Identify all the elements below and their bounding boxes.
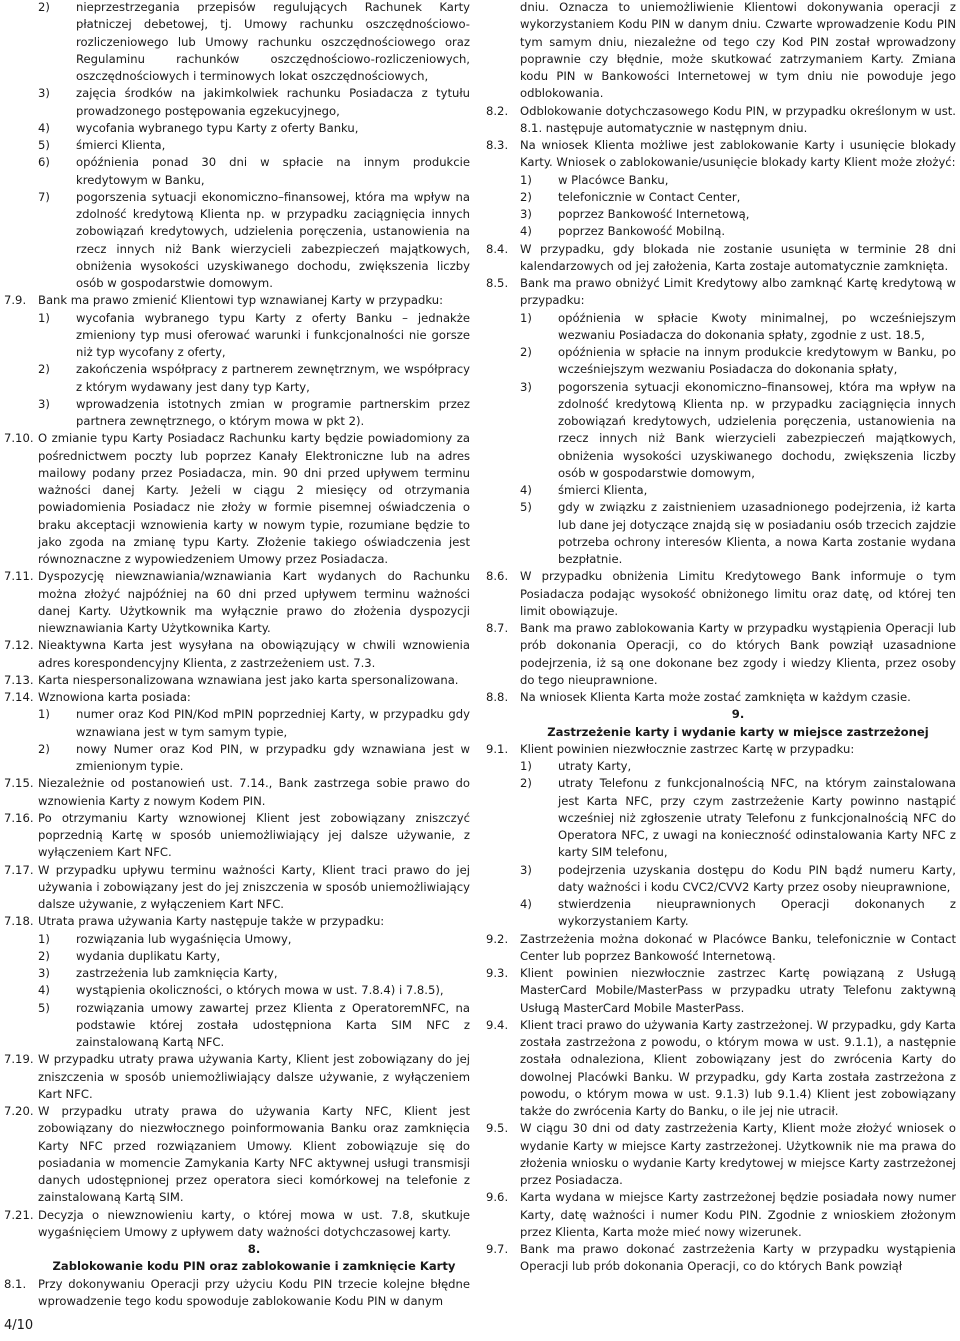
list-item (4, 706, 470, 741)
sub-item (38, 706, 470, 741)
list-item-text: opóźnienia w spłacie na innym produkcie kredytowym w Banku, po wcześniejszym wezwaniu Posiadacza do dokonania spłaty, (558, 345, 956, 377)
section-number: 7.13. (4, 672, 34, 687)
list-item-text: poprzez Bankowość Internetową, (558, 207, 750, 221)
paragraph-text: Klient powinien niezwłocznie zastrzec Kartę powiązaną z Usługą MasterCard Mobile/MasterPass w przypadku utraty Telefonu zaktywną Usługą MasterCard Mobile MasterPass. (520, 966, 956, 1015)
section-paragraph (486, 568, 956, 620)
indent-spacer (486, 758, 520, 775)
indent-spacer (4, 120, 38, 137)
section-paragraph (4, 672, 470, 689)
list-item-number: 4) (38, 983, 50, 998)
indent-spacer (4, 706, 38, 741)
list-item-number: 6) (38, 155, 50, 170)
sub-item (520, 310, 956, 345)
list-item (4, 396, 470, 431)
list-item-number: 3) (38, 86, 50, 101)
indent-spacer (4, 931, 38, 948)
indent-spacer (486, 482, 520, 499)
list-item (486, 775, 956, 861)
list-item-text: poprzez Bankowość Mobilną. (558, 224, 726, 239)
list-item-text: telefonicznie w Contact Center, (558, 189, 741, 204)
indent-spacer (4, 741, 38, 776)
list-item (4, 361, 470, 396)
sub-item (38, 361, 470, 396)
sub-item (38, 154, 470, 189)
sub-item (38, 0, 470, 85)
list-item-text: podejrzenia uzyskania dostępu do Kodu PIN bądź numeru Karty, daty ważności i kodu CVC2/CVV2 Karty przez osoby nieuprawnione, (558, 862, 956, 894)
sub-item (520, 172, 956, 189)
sub-item (38, 931, 470, 948)
list-item-number: 1) (38, 310, 50, 325)
list-item (486, 189, 956, 206)
indent-spacer (486, 344, 520, 379)
section-number: 9.6. (486, 1190, 509, 1205)
section-number: 7.9. (4, 293, 27, 308)
section-number: 7.15. (4, 776, 34, 791)
sub-item (520, 499, 956, 568)
list-item-number: 3) (38, 396, 50, 411)
list-item-text: w Placówce Banku, (558, 172, 669, 187)
list-item-text: zajęcia środków na jakimkolwiek rachunku Posiadacza z tytułu prowadzonego postępowania egzekucyjnego, (76, 86, 470, 118)
list-item-text: opóźnienia w spłacie Kwoty minimalnej, po wcześniejszym wezwaniu Posiadacza do dokonania spłaty, zgodnie z ust. 18.5, (558, 310, 956, 342)
paragraph-text: Karta niespersonalizowana wznawiana jest jako karta spersonalizowana. (38, 672, 459, 687)
list-item-number: 1) (38, 931, 50, 946)
indent-spacer (4, 154, 38, 189)
section-number: 7.20. (4, 1104, 34, 1118)
section-heading: 9. (731, 707, 745, 722)
list-item (4, 931, 470, 948)
sub-item (520, 758, 956, 775)
indent-spacer (4, 0, 38, 85)
indent-spacer (4, 982, 38, 999)
list-item (4, 965, 470, 982)
indent-spacer (486, 379, 520, 483)
section-number: 7.19. (4, 1052, 34, 1067)
indent-spacer (486, 862, 520, 897)
list-item (4, 120, 470, 137)
paragraph-text: Dyspozycję niewznawiania/wznawiania Kart wydanych do Rachunku można złożyć najpóźniej na 60 dni przed upływem terminu ważności danej Karty. Użytkownik ma wyłącznie prawo do złożenia dyspozycji niewznawiania Karty Użytkownika Karty. (38, 569, 470, 635)
list-item (4, 0, 470, 85)
indent-spacer (486, 896, 520, 931)
list-item-number: 5) (520, 500, 532, 515)
sub-item (520, 223, 956, 240)
list-item-text: gdy w związku z zaistnieniem uzasadnionego podejrzenia, iż karta lub dane jej dotyczące znajdą się w posiadaniu osób trzecich zajdzie potrzeba ochrony interesów Klienta, a nowa Karta zostanie wydana bezpłatnie. (558, 500, 956, 566)
list-item (486, 379, 956, 483)
paragraph-text: W przypadku utraty prawa do używania Karty NFC, Klient jest zobowiązany do niezwłocznego poinformowania Banku oraz zamknięcia Karty NFC przed rozwiązaniem Umowy. Klient zobowiązuje się do posiadania w momencie Zamykania Karty NFC aktywnej usługi transmisji danych udostępnionej przez operatora sieci komórkowej na telefonie z zainstalowaną Kartą SIM. (38, 1104, 470, 1205)
right-column (486, 0, 956, 1276)
list-item (486, 896, 956, 931)
section-paragraph (486, 931, 956, 966)
list-item-number: 2) (38, 741, 50, 756)
sub-item (38, 965, 470, 982)
sub-item (520, 379, 956, 483)
list-item-number: 3) (520, 207, 532, 221)
section-number: 8.2. (486, 103, 509, 118)
list-item-number: 2) (520, 776, 532, 791)
list-item-number: 3) (520, 862, 532, 877)
section-paragraph (486, 965, 956, 1017)
list-item-number: 2) (38, 0, 50, 14)
section-number: 7.12. (4, 638, 34, 653)
list-item-text: opóźnienia ponad 30 dni w spłacie na innym produkcie kredytowym w Banku, (76, 155, 470, 187)
section-heading: 8. (247, 1242, 261, 1256)
paragraph-text: Bank ma prawo obniżyć Limit Kredytowy albo zamknąć Kartę kredytową w przypadku: (520, 276, 956, 308)
sub-item (520, 344, 956, 379)
list-item-number: 7) (38, 189, 50, 204)
list-item (486, 223, 956, 240)
list-item (4, 948, 470, 965)
paragraph-text: Na wniosek Klienta Karta może zostać zamknięta w każdym czasie. (520, 690, 911, 704)
list-item (486, 499, 956, 568)
paragraph-text: Przy dokonywaniu Operacji przy użyciu Kodu PIN trzecie kolejne błędne wprowadzenie tego kodu spowoduje zablokowanie Kodu PIN w danym (38, 1276, 470, 1308)
paragraph-text: Po otrzymaniu Karty wznowionej Klient jest zobowiązany zniszczyć poprzednią Kartę w sposób uniemożliwiający jej dalsze używanie, z wyłączeniem Kart NFC. (38, 810, 470, 860)
section-paragraph (4, 1207, 470, 1242)
section-number: 9.1. (486, 741, 509, 756)
list-item-text: numer oraz Kod PIN/Kod mPIN poprzedniej Karty, w przypadku gdy wznawiana jest w tym samym typie, (76, 707, 470, 739)
list-item-text: śmierci Klienta, (76, 138, 166, 152)
section-paragraph (4, 637, 470, 672)
sub-item (520, 189, 956, 206)
list-item (4, 310, 470, 362)
section-paragraph (4, 689, 470, 706)
section-paragraph (486, 1189, 956, 1241)
sub-item (38, 741, 470, 776)
section-paragraph (4, 1103, 470, 1207)
section-number: 7.10. (4, 431, 34, 446)
paragraph-text: Klient powinien niezwłocznie zastrzec Kartę w przypadku: (520, 741, 855, 756)
section-number: 9.2. (486, 931, 509, 946)
list-item (4, 982, 470, 999)
continued-paragraph (486, 0, 956, 103)
paragraph-text: W przypadku upływu terminu ważności Karty, Klient traci prawo do jej używania i zobowiązany jest do jej zniszczenia w sposób uniemożliwiający dalsze używanie, z wyłączeniem Kart NFC. (38, 862, 470, 911)
indent-spacer (4, 189, 38, 293)
list-item-text: rozwiązania lub wygaśnięcia Umowy, (76, 931, 292, 946)
paragraph-text: Decyzja o niewznowieniu karty, o której mowa w ust. 7.8, skutkuje wygaśnięciem Umowy z upływem daty ważności dotychczasowej karty. (38, 1207, 470, 1239)
list-item-number: 3) (520, 379, 532, 394)
indent-spacer (4, 361, 38, 396)
paragraph-text: Bank ma prawo dokonać zastrzeżenia Karty w przypadku wystąpienia Operacji lub prób dokonania Operacji, co do których Bank powziął (520, 1242, 956, 1274)
section-heading: Zablokowanie kodu PIN oraz zablokowanie i zamknięcie Karty (52, 1259, 456, 1274)
list-item-number: 1) (520, 310, 532, 325)
list-item-text: utraty Karty, (558, 759, 632, 773)
list-item (4, 154, 470, 189)
indent-spacer (4, 965, 38, 982)
list-item-text: wystąpienia okoliczności, o których mowa w ust. 7.8.4) i 7.8.5), (76, 983, 444, 998)
indent-spacer (486, 0, 520, 103)
section-number: 7.18. (4, 914, 34, 929)
sub-item (38, 310, 470, 362)
section-paragraph (4, 862, 470, 914)
paragraph-text: Na wniosek Klienta możliwe jest zablokowanie Karty i usunięcie blokady Karty. Wniosek o zablokowanie/usunięcie blokady karty Klient może złożyć: (520, 138, 956, 170)
sub-item (38, 85, 470, 120)
section-number: 8.6. (486, 569, 509, 584)
section-number: 9.5. (486, 1121, 509, 1136)
section-number: 8.3. (486, 138, 509, 152)
section-paragraph (4, 1276, 470, 1311)
section-paragraph (4, 430, 470, 568)
paragraph-text: Karta wydana w miejsce Karty zastrzeżonej będzie posiadała nowy numer Karty, datę ważności i numer Kodu PIN. Zgodnie z wnioskiem złożonym przez Klienta, Karta może mieć nowy wizerunek. (520, 1190, 956, 1239)
section-paragraph (486, 241, 956, 276)
paragraph-text: Niezależnie od postanowień ust. 7.14., Bank zastrzega sobie prawo do wznowienia Karty z nowym Kodem PIN. (38, 776, 470, 808)
sub-item (38, 396, 470, 431)
section-paragraph (4, 775, 470, 810)
list-item-number: 1) (520, 172, 532, 187)
sub-item (38, 137, 470, 154)
list-item-text: wprowadzenia istotnych zmian w programie partnerskim przez partnera zewnętrznego, o którym mowa w pkt 2). (76, 396, 470, 428)
page-number: 4/10 (4, 1318, 34, 1333)
section-number: 8.8. (486, 690, 509, 704)
section-heading: Zastrzeżenie karty i wydanie karty w miejsce zastrzeżonej (547, 724, 929, 739)
indent-spacer (486, 172, 520, 189)
list-item (486, 758, 956, 775)
section-number: 8.1. (4, 1276, 27, 1291)
section-number: 7.16. (4, 810, 34, 825)
list-item-text: stwierdzenia nieuprawnionych Operacji dokonanych z wykorzystaniem Karty. (558, 897, 956, 929)
list-item-text: pogorszenia sytuacji ekonomiczno–finansowej, która ma wpływ na zdolność kredytową Klienta np. w przypadku zaciągnięcia innych zobowiązań kredytowych, udzielenia poręczenia, ustanowienia na rzecz innych niż Bank wierzycieli zabezpieczeń majątkowych, obniżenia wysokości uzyskiwanego dochodu, zwiększenia liczby osób w gospodarstwie domowym, (558, 379, 956, 480)
list-item-number: 1) (520, 759, 532, 773)
sub-item (520, 896, 956, 931)
list-item-text: wydania duplikatu Karty, (76, 948, 221, 963)
indent-spacer (4, 137, 38, 154)
paragraph-text: W przypadku obniżenia Limitu Kredytowego Bank informuje o tym Posiadacza podając wysokość obniżonego limitu oraz datę, od której ten limit obowiązuje. (520, 569, 956, 618)
section-paragraph (486, 1241, 956, 1276)
list-item-number: 2) (38, 362, 50, 377)
section-paragraph (486, 741, 956, 758)
list-item-number: 5) (38, 1000, 50, 1015)
list-item (486, 206, 956, 223)
paragraph-text: Zastrzeżenia można dokonać w Placówce Banku, telefonicznie w Contact Center lub poprzez Bankowość Internetową. (520, 931, 956, 963)
list-item (4, 741, 470, 776)
list-item-number: 4) (38, 120, 50, 135)
list-item (486, 862, 956, 897)
list-item (486, 310, 956, 345)
list-item-number: 5) (38, 138, 50, 152)
section-paragraph (4, 810, 470, 862)
sub-item (38, 948, 470, 965)
list-item-text: wycofania wybranego typu Karty z oferty Banku – jednakże zmieniony typ musi oferować warunki i funkcjonalności nie gorsze niż typ wycofany z oferty, (76, 310, 470, 359)
section-paragraph (4, 568, 470, 637)
paragraph-text: W ciągu 30 dni od daty zastrzeżenia Karty, Klient może złożyć wniosek o wydanie Karty w miejsce Karty zastrzeżonej. Użytkownik nie ma prawa do złożenia wniosku o wydanie Karty kredytowej w miejsce Karty zastrzeżonej przez Posiadacza. (520, 1121, 956, 1187)
list-item-text: pogorszenia sytuacji ekonomiczno–finansowej, która ma wpływ na zdolność kredytową Klienta np. w przypadku zaciągnięcia innych zobowiązań kredytowych, udzielenia poręczenia, ustanowienia na rzecz innych niż Bank wierzycieli zabezpieczeń majątkowych, obniżenia wysokości uzyskiwanego dochodu, zwiększenia liczby osób w gospodarstwie domowym. (76, 189, 470, 290)
list-item-text: utraty Telefonu z funkcjonalnością NFC, na którym zainstalowana jest Karta NFC, przy czym zastrzeżenie Karty powinno nastąpić wcześniej niż zgłoszenie utraty Telefonu z funkcjonalnością NFC do Operatora NFC, z uwagi na konieczność odinstalowania Karty NFC z karty SIM telefonu, (558, 776, 956, 860)
indent-spacer (4, 948, 38, 965)
indent-spacer (486, 499, 520, 568)
indent-spacer (486, 189, 520, 206)
list-item-text: nowy Numer oraz Kod PIN, w przypadku gdy wznawiana jest w zmienionym typie. (76, 741, 470, 773)
section-number: 7.21. (4, 1207, 34, 1222)
section-number: 9.7. (486, 1242, 509, 1256)
sub-item (38, 1000, 470, 1052)
paragraph-text: dniu. Oznacza to uniemożliwienie Klientowi dokonywania operacji z wykorzystaniem Kodu PIN w danym dniu. Czwarte wprowadzenie Kodu PIN tym samym dniu, niezależne od tego czy Kod PIN został wprowadzony poprawnie czy błędnie, może skutkować zatrzymaniem Karty. Zmiana kodu PIN w Bankowości Internetowej w tym dniu nie powoduje jego odblokowania. (520, 0, 956, 101)
paragraph-text: Bank ma prawo zablokowania Karty w przypadku wystąpienia Operacji lub prób dokonania Operacji, co do których Bank powziął uzasadnione podejrzenia, iż są one dokonane bez zgody i wiedzy Klienta, przez osoby do tego nieuprawnione. (520, 621, 956, 687)
paragraph-text: O zmianie typu Karty Posiadacz Rachunku karty będzie powiadomiony za pośrednictwem poczty lub poprzez Kanały Elektroniczne lub na adres mailowy podany przez Posiadacza, min. 90 dni przed upływem terminu ważności danej Karty. Jeżeli w ciągu 2 miesięcy od otrzymania powiadomienia Posiadacz nie złoży w formie pisemnej oświadczenia o braku akceptacji wznowienia karty w nowym typie, rozumiane będzie to jako zgoda na zmianę typu Karty. Złożenie takiego oświadczenia jest równoznaczne z wypowiedzeniem Umowy przez Posiadacza. (38, 431, 470, 566)
paragraph-text: Utrata prawa używania Karty następuje także w przypadku: (38, 914, 385, 929)
section-paragraph (4, 1051, 470, 1103)
list-item-number: 2) (38, 948, 50, 963)
paragraph-text: W przypadku utraty prawa używania Karty, Klient jest zobowiązany do jej zniszczenia w sposób uniemożliwiający dalsze używanie, z wyłączeniem Kart NFC. (38, 1052, 470, 1101)
indent-spacer (486, 206, 520, 223)
section-paragraph (486, 103, 956, 138)
indent-spacer (4, 1000, 38, 1052)
sub-item (520, 206, 956, 223)
section-number: 8.5. (486, 276, 509, 290)
indent-spacer (4, 310, 38, 362)
list-item (486, 482, 956, 499)
paragraph-text: Bank ma prawo zmienić Klientowi typ wznawianej Karty w przypadku: (38, 293, 443, 308)
indent-spacer (486, 310, 520, 345)
sub-item (520, 482, 956, 499)
section-paragraph (4, 913, 470, 930)
list-item-text: wycofania wybranego typu Karty z oferty Banku, (76, 120, 359, 135)
list-item-number: 3) (38, 966, 50, 980)
section-number: 9.4. (486, 1017, 509, 1032)
list-item-number: 2) (520, 189, 532, 204)
section-paragraph (486, 689, 956, 706)
list-item-number: 4) (520, 224, 532, 239)
section-paragraph (486, 1120, 956, 1189)
list-item-number: 4) (520, 897, 532, 911)
list-item-text: śmierci Klienta, (558, 483, 648, 497)
sub-item (520, 775, 956, 861)
list-item-text: rozwiązania umowy zawartej przez Klienta z OperatoremNFC, na podstawie której została udostępniona Karta SIM NFC z zainstalowaną Kartą NFC. (76, 1000, 470, 1049)
list-item-number: 4) (520, 483, 532, 497)
sub-item (38, 982, 470, 999)
sub-item (38, 189, 470, 293)
paragraph-text: Nieaktywna Karta jest wysyłana na obowiązujący w chwili wznowienia adres korespondencyjny Klienta, z zastrzeżeniem ust. 7.3. (38, 638, 470, 670)
list-item (4, 137, 470, 154)
sub-item (38, 120, 470, 137)
left-column (4, 0, 470, 1310)
paragraph-text: W przypadku, gdy blokada nie zostanie usunięta w terminie 28 dni kalendarzowych od jej założenia, Karta zostaje automatycznie zamknięta. (520, 241, 956, 273)
indent-spacer (486, 775, 520, 861)
list-item (486, 344, 956, 379)
paragraph-text: Odblokowanie dotychczasowego Kodu PIN, w przypadku określonym w ust. 8.1. następuje automatycznie w następnym dniu. (520, 103, 956, 135)
list-item (4, 1000, 470, 1052)
list-item-text: zastrzeżenia lub zamknięcia Karty, (76, 966, 278, 980)
paragraph-text: Klient traci prawo do używania Karty zastrzeżonej. W przypadku, gdy Karta została zastrzeżona z powodu, o którym mowa w ust. 9.1.1), a następnie została odnaleziona, Klient zobowiązany jest do zwrócenia Karty do dowolnej Placówki Banku. W przypadku, gdy Karta została zastrzeżona z powodu, o którym mowa w ust. 9.1.3) lub 9.1.4) Klient jest zobowiązany także do zwrócenia Karty do Banku, o ile jej nie utracił. (520, 1017, 957, 1118)
section-number: 7.14. (4, 690, 34, 704)
section-paragraph (486, 137, 956, 172)
list-item (4, 85, 470, 120)
section-number: 9.3. (486, 966, 509, 980)
section-number: 7.11. (4, 569, 34, 584)
indent-spacer (4, 396, 38, 431)
list-item-text: nieprzestrzegania przepisów regulujących Rachunek Karty płatniczej debetowej, tj. Umowy rachunku oszczędnościowo-rozliczeniowego lub Umowy rachunku oszczędnościowego oraz Regulaminu rachunków oszczędnościowo-rozliczeniowych, oszczędnościowych i terminowych lokat oszczędnościowych, (76, 0, 470, 83)
list-item-number: 1) (38, 707, 50, 722)
section-number: 7.17. (4, 862, 34, 877)
list-item (486, 172, 956, 189)
section-number: 8.7. (486, 621, 509, 635)
section-paragraph (486, 1017, 956, 1121)
paragraph-text: Wznowiona karta posiada: (38, 690, 191, 704)
section-paragraph (4, 292, 470, 309)
sub-item (520, 862, 956, 897)
list-item-number: 2) (520, 345, 532, 359)
section-paragraph (486, 275, 956, 310)
list-item (4, 189, 470, 293)
section-paragraph (486, 620, 956, 689)
list-item-text: zakończenia współpracy z partnerem zewnętrznym, we współpracy z którym wydawany jest dany typ Karty, (76, 362, 470, 394)
indent-spacer (486, 223, 520, 240)
indent-spacer (4, 85, 38, 120)
section-number: 8.4. (486, 241, 509, 256)
